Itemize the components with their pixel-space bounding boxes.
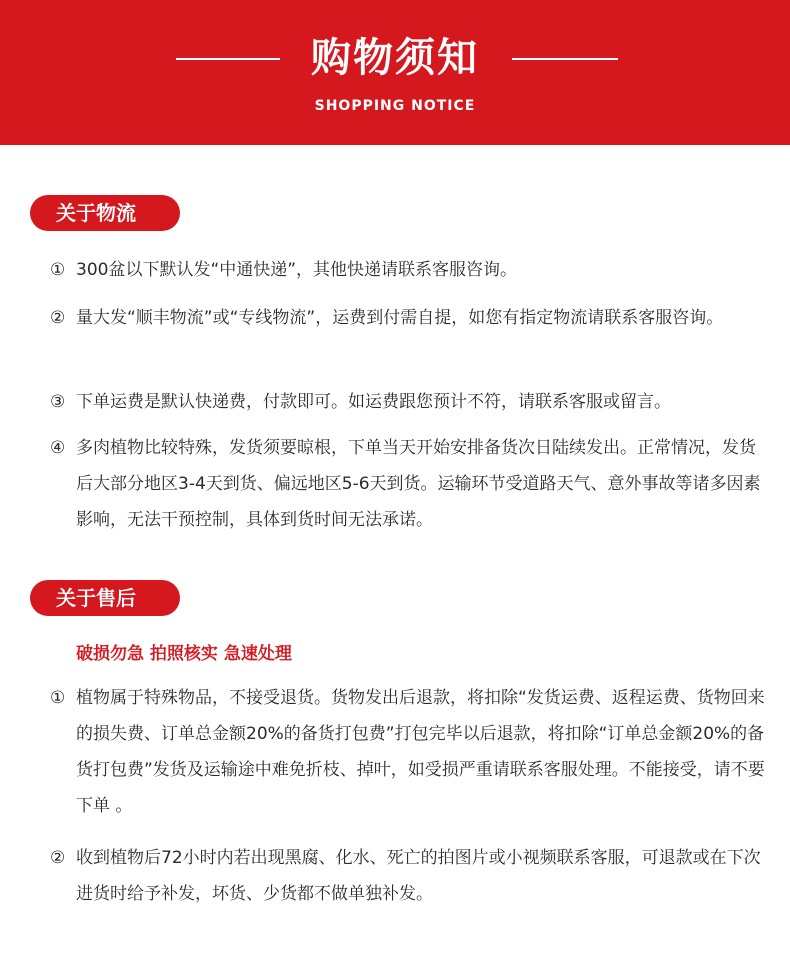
page-header xyxy=(0,0,790,145)
item-number: ① xyxy=(50,688,66,708)
logistics-item xyxy=(50,430,770,538)
item-text: 植物属于特殊物品，不接受退货。货物发出后退款，将扣除“发货运费、返程运费、货物回来的损失费、订单总金额20%的备货打包费”打包完毕以后退款，将扣除“订单总金额20%的备货打包费”发货及运输途中难免折枝、掉叶，如受损严重请联系客服处理。不能接受，请不要下单 。 xyxy=(76,688,765,816)
logistics-heading: 关于物流 xyxy=(30,195,180,231)
item-number: ③ xyxy=(50,392,66,412)
aftersale-item xyxy=(50,680,770,824)
aftersale-emphasis: 破损勿急 拍照核实 急速处理 xyxy=(76,644,292,664)
item-number: ② xyxy=(50,308,66,328)
logistics-item xyxy=(50,384,770,420)
item-text: 量大发“顺丰物流”或“专线物流”，运费到付需自提，如您有指定物流请联系客服咨询。 xyxy=(76,308,724,328)
item-number: ② xyxy=(50,848,66,868)
item-number: ① xyxy=(50,260,66,280)
aftersale-item xyxy=(50,840,770,912)
logistics-item xyxy=(50,252,770,288)
logistics-item xyxy=(50,300,770,336)
item-text: 多肉植物比较特殊，发货须要晾根，下单当天开始安排备货次日陆续发出。正常情况，发货后大部分地区3-4天到货、偏远地区5-6天到货。运输环节受道路天气、意外事故等诸多因素影响，无法干预控制，具体到货时间无法承诺。 xyxy=(76,438,761,530)
item-text: 收到植物后72小时内若出现黑腐、化水、死亡的拍图片或小视频联系客服，可退款或在下次进货时给予补发，坏货、少货都不做单独补发。 xyxy=(76,848,761,904)
item-number: ④ xyxy=(50,438,66,458)
header-divider-right xyxy=(512,58,618,60)
item-text: 下单运费是默认快递费，付款即可。如运费跟您预计不符，请联系客服或留言。 xyxy=(76,392,671,412)
page-title: 购物须知 xyxy=(311,35,479,81)
aftersale-heading: 关于售后 xyxy=(30,580,180,616)
page-subtitle: SHOPPING NOTICE xyxy=(314,98,476,114)
item-text: 300盆以下默认发“中通快递”，其他快递请联系客服咨询。 xyxy=(76,260,518,280)
